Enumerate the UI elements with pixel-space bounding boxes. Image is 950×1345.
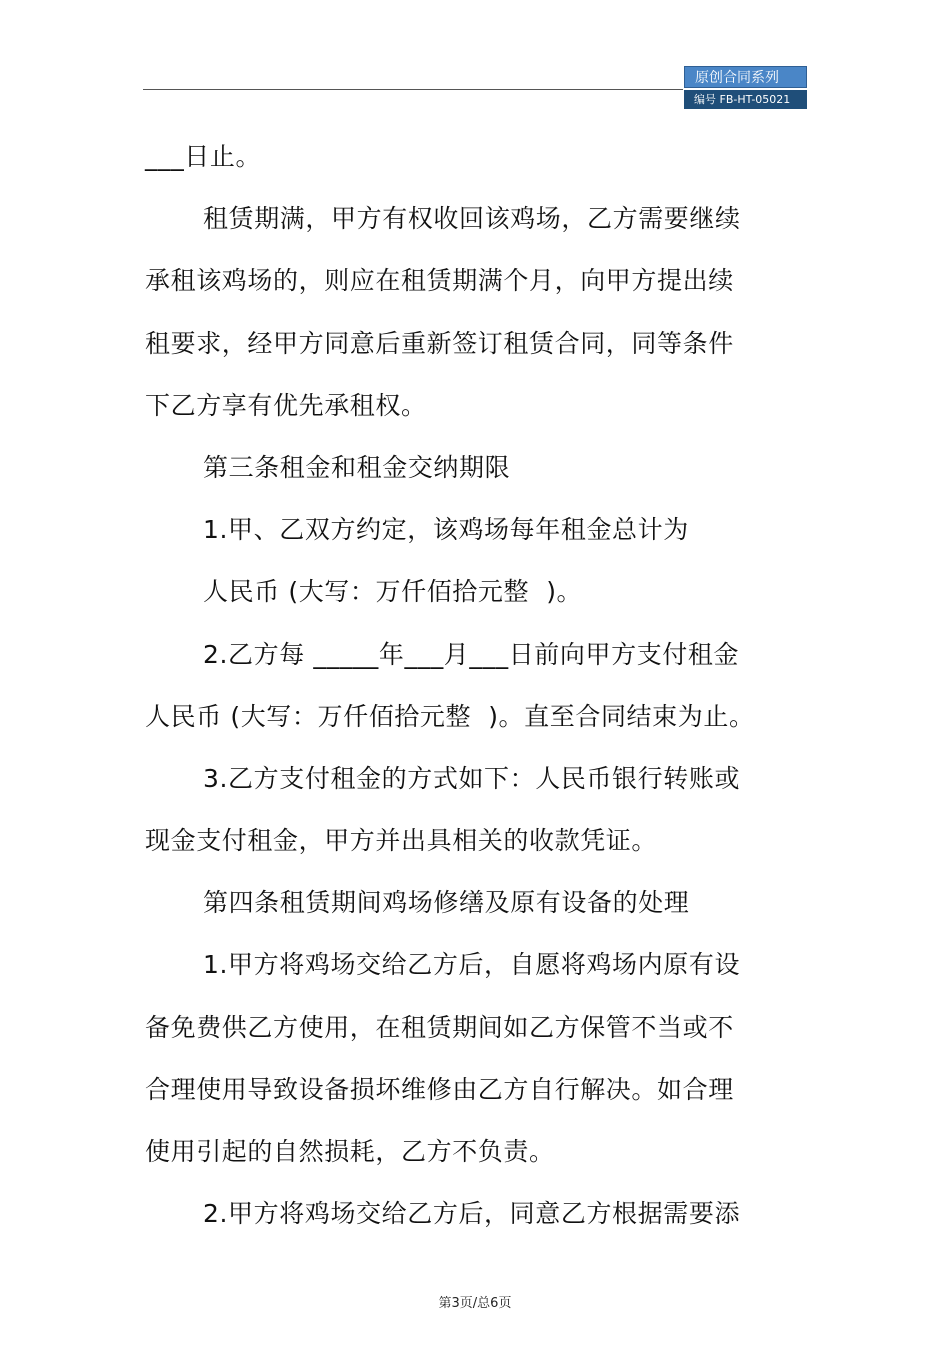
text-line: 2.乙方每 _____年___月___日前向甲方支付租金 <box>203 639 740 669</box>
document-body <box>145 126 785 1245</box>
series-title: 原创合同系列 <box>684 66 807 88</box>
text-line: 使用引起的自然损耗，乙方不负责。 <box>145 1137 555 1166</box>
series-badge <box>684 66 807 109</box>
text-line: ___日止。 <box>145 142 262 171</box>
text-line: 第四条租赁期间鸡场修缮及原有设备的处理 <box>203 888 690 918</box>
text-line: 3.乙方支付租金的方式如下：人民币银行转账或 <box>203 763 741 793</box>
text-line: 租赁期满，甲方有权收回该鸡场，乙方需要继续 <box>203 204 741 234</box>
text-line: 现金支付租金，甲方并出具相关的收款凭证。 <box>145 826 658 856</box>
text-line: 1.甲方将鸡场交给乙方后，自愿将鸡场内原有设 <box>203 950 741 980</box>
text-line: 下乙方享有优先承租权。 <box>145 390 427 420</box>
text-line: 第三条租金和租金交纳期限 <box>203 452 511 482</box>
text-line: 租要求，经甲方同意后重新签订租赁合同，同等条件 <box>145 328 734 358</box>
page-number: 第3页/总6页 <box>438 1296 512 1311</box>
text-line: 备免费供乙方使用，在租赁期间如乙方保管不当或不 <box>145 1012 734 1042</box>
document-code: 编号 FB-HT-05021 <box>684 90 807 109</box>
text-line: 承租该鸡场的，则应在租赁期满个月，向甲方提出续 <box>145 266 734 296</box>
text-line: 合理使用导致设备损坏维修由乙方自行解决。如合理 <box>145 1074 734 1104</box>
header-rule <box>143 89 683 90</box>
text-line: 人民币 (大写：万仟佰拾元整 )。直至合同结束为止。 <box>145 701 755 731</box>
text-line: 1.甲、乙双方约定，该鸡场每年租金总计为 <box>203 515 689 545</box>
text-line: 2.甲方将鸡场交给乙方后，同意乙方根据需要添 <box>203 1199 741 1229</box>
text-line: 人民币 (大写：万仟佰拾元整 )。 <box>203 577 583 607</box>
